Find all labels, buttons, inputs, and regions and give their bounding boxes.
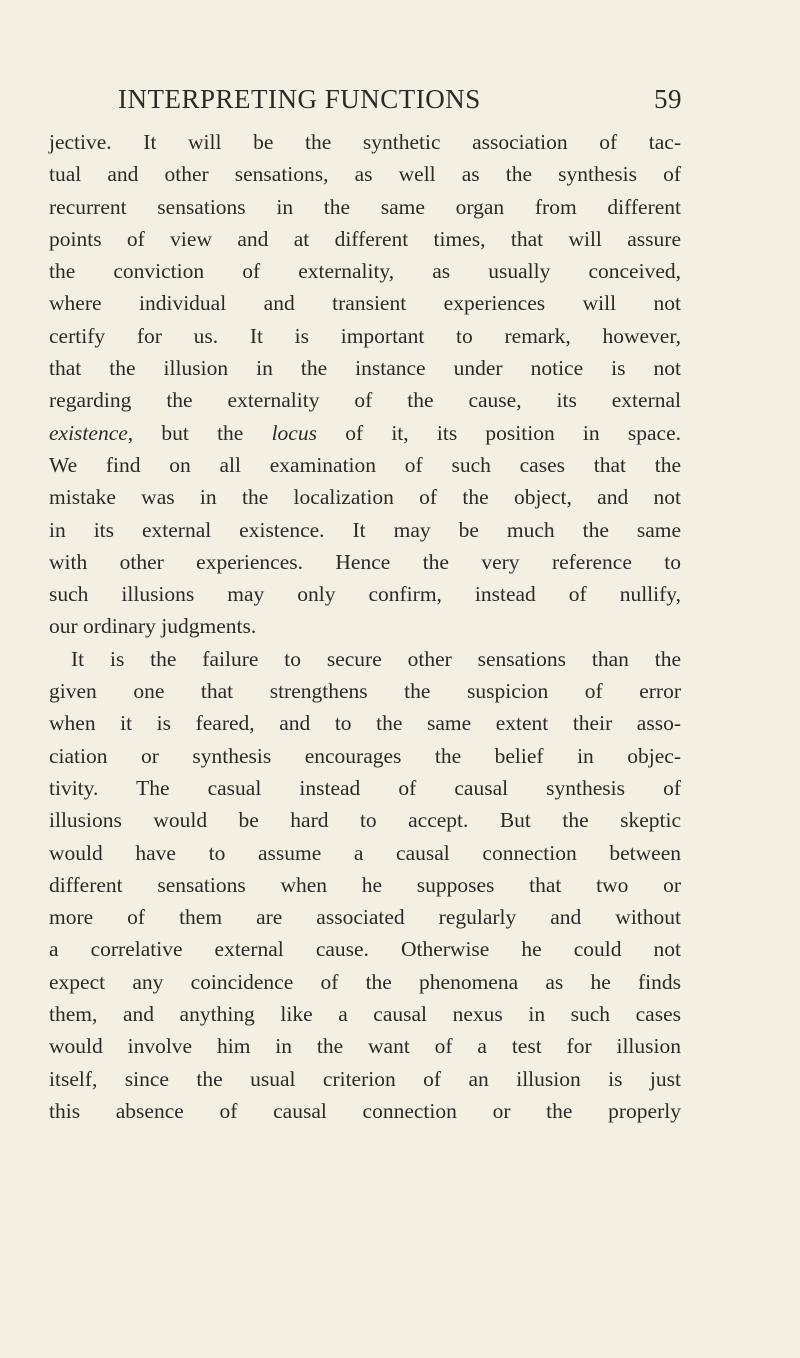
- page-number: 59: [654, 84, 682, 114]
- text-line: certify for us. It is important to remark, however,: [49, 323, 681, 348]
- text-line: more of them are associated regularly and without: [49, 905, 681, 930]
- text-line: itself, since the usual criterion of an illusion is just: [49, 1066, 681, 1091]
- text-line: our ordinary judgments.: [49, 614, 257, 639]
- text-line: given one that strengthens the suspicion of error: [49, 679, 681, 704]
- text-line: with other experiences. Hence the very reference to: [49, 549, 681, 574]
- text-line: different sensations when he supposes that two or: [49, 872, 681, 897]
- text-line: in its external existence. It may be much the same: [49, 517, 681, 542]
- text-line: when it is feared, and to the same extent their asso-: [49, 711, 681, 736]
- running-head: [118, 79, 682, 119]
- italic-word: locus: [271, 420, 317, 445]
- text-line: the conviction of externality, as usually conceived,: [49, 259, 681, 284]
- text-line: such illusions may only confirm, instead of nullify,: [49, 582, 681, 607]
- text-line: recurrent sensations in the same organ from different: [49, 194, 681, 219]
- text-line: this absence of causal connection or the properly: [49, 1098, 681, 1123]
- text-line: illusions would be hard to accept. But the skeptic: [49, 808, 681, 833]
- text-line: points of view and at different times, that will assure: [49, 226, 681, 251]
- running-title: INTERPRETING FUNCTIONS: [118, 84, 481, 114]
- text-line: would involve him in the want of a test for illusion: [49, 1034, 681, 1059]
- text-line: tual and other sensations, as well as the synthesis of: [49, 162, 681, 187]
- body-text: [49, 126, 681, 1127]
- italic-word: existence: [49, 420, 128, 445]
- text-line: We find on all examination of such cases that the: [49, 452, 681, 477]
- text-line: ciation or synthesis encourages the belief in objec-: [49, 743, 681, 768]
- text-line: tivity. The casual instead of causal synthesis of: [49, 775, 681, 800]
- text-line: a correlative external cause. Otherwise he could not: [49, 937, 681, 962]
- text-line: would have to assume a causal connection between: [49, 840, 681, 865]
- text-line: jective. It will be the synthetic association of tac-: [49, 130, 681, 154]
- text-line: existence, but the locus of it, its position in space.: [49, 420, 681, 445]
- text-line: expect any coincidence of the phenomena as he finds: [49, 969, 681, 994]
- text-line: regarding the externality of the cause, its external: [49, 388, 681, 413]
- text-line: It is the failure to secure other sensations than the: [71, 646, 681, 671]
- text-line: mistake was in the localization of the object, and not: [49, 485, 681, 510]
- text-line: that the illusion in the instance under notice is not: [49, 356, 681, 381]
- text-line: them, and anything like a causal nexus in such cases: [49, 1002, 681, 1027]
- text-line: where individual and transient experiences will not: [49, 291, 681, 316]
